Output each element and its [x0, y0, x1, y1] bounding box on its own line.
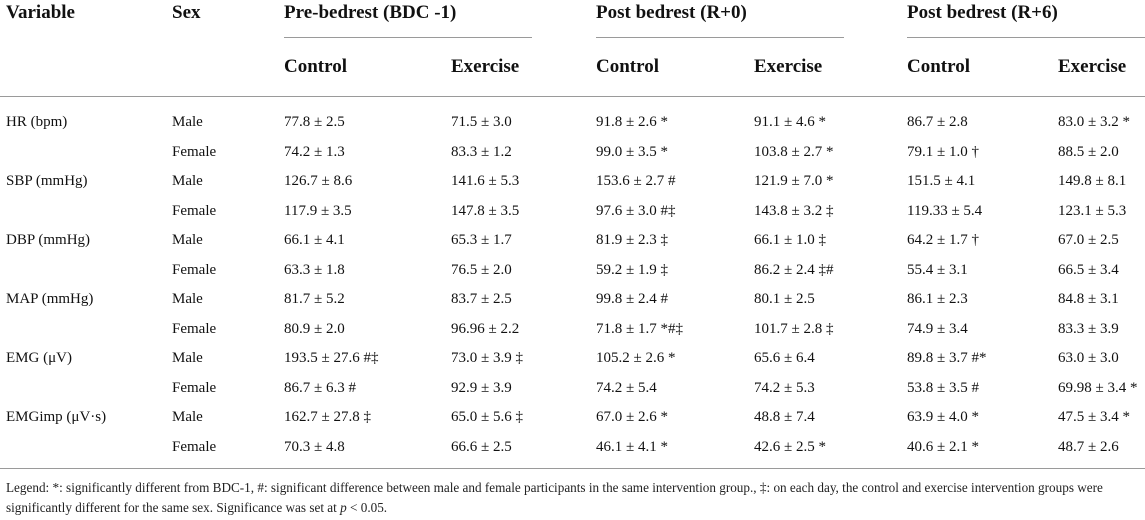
value-cell: 65.6 ± 6.4 — [754, 350, 815, 366]
value-cell: 74.2 ± 1.3 — [284, 144, 345, 160]
legend-threshold: < 0.05. — [346, 500, 388, 515]
variable-label: DBP (mmHg) — [6, 232, 91, 248]
value-cell: 89.8 ± 3.7 #* — [907, 350, 987, 366]
value-cell: 117.9 ± 3.5 — [284, 203, 352, 219]
value-cell: 48.7 ± 2.6 — [1058, 439, 1119, 455]
sex-label: Male — [172, 173, 203, 189]
value-cell: 92.9 ± 3.9 — [451, 380, 512, 396]
value-cell: 162.7 ± 27.8 ‡ — [284, 409, 371, 425]
value-cell: 123.1 ± 5.3 — [1058, 203, 1127, 219]
value-cell: 67.0 ± 2.5 — [1058, 232, 1119, 248]
value-cell: 63.9 ± 4.0 * — [907, 409, 979, 425]
value-cell: 63.0 ± 3.0 — [1058, 350, 1119, 366]
value-cell: 74.2 ± 5.4 — [596, 380, 657, 396]
subheader-pre-control: Control — [284, 56, 347, 77]
variable-label: HR (bpm) — [6, 114, 68, 130]
sex-label: Female — [172, 439, 217, 455]
value-cell: 76.5 ± 2.0 — [451, 262, 512, 278]
legend-text: Legend: *: significantly different from BDC-1, #: significant difference between male and female participants in the same intervention group., ‡: on each day, the control and exercise intervention groups were significantly different for the same sex. Significance was set at — [6, 480, 1103, 515]
value-cell: 65.3 ± 1.7 — [451, 232, 512, 248]
header-variable: Variable — [6, 2, 75, 23]
sex-label: Female — [172, 321, 217, 337]
value-cell: 143.8 ± 3.2 ‡ — [754, 203, 834, 219]
sex-label: Male — [172, 114, 203, 130]
value-cell: 80.9 ± 2.0 — [284, 321, 345, 337]
value-cell: 53.8 ± 3.5 # — [907, 380, 979, 396]
value-cell: 86.1 ± 2.3 — [907, 291, 968, 307]
value-cell: 81.7 ± 5.2 — [284, 291, 345, 307]
value-cell: 96.96 ± 2.2 — [451, 321, 520, 337]
value-cell: 86.7 ± 6.3 # — [284, 380, 356, 396]
value-cell: 59.2 ± 1.9 ‡ — [596, 262, 668, 278]
value-cell: 40.6 ± 2.1 * — [907, 439, 979, 455]
value-cell: 71.5 ± 3.0 — [451, 114, 512, 130]
value-cell: 151.5 ± 4.1 — [907, 173, 976, 189]
value-cell: 99.0 ± 3.5 * — [596, 144, 668, 160]
variable-label: SBP (mmHg) — [6, 173, 88, 189]
header-bottom-rule — [0, 96, 1145, 97]
value-cell: 55.4 ± 3.1 — [907, 262, 968, 278]
value-cell: 74.9 ± 3.4 — [907, 321, 968, 337]
value-cell: 105.2 ± 2.6 * — [596, 350, 676, 366]
value-cell: 79.1 ± 1.0 † — [907, 144, 979, 160]
group-rule-pre — [284, 37, 532, 38]
value-cell: 65.0 ± 5.6 ‡ — [451, 409, 523, 425]
value-cell: 99.8 ± 2.4 # — [596, 291, 668, 307]
value-cell: 101.7 ± 2.8 ‡ — [754, 321, 834, 337]
value-cell: 83.3 ± 1.2 — [451, 144, 512, 160]
value-cell: 71.8 ± 1.7 *#‡ — [596, 321, 683, 337]
value-cell: 77.8 ± 2.5 — [284, 114, 345, 130]
value-cell: 70.3 ± 4.8 — [284, 439, 345, 455]
value-cell: 119.33 ± 5.4 — [907, 203, 983, 219]
sex-label: Female — [172, 262, 217, 278]
sex-label: Male — [172, 291, 203, 307]
value-cell: 67.0 ± 2.6 * — [596, 409, 668, 425]
value-cell: 147.8 ± 3.5 — [451, 203, 520, 219]
sex-label: Male — [172, 350, 203, 366]
group-rule-post0 — [596, 37, 844, 38]
value-cell: 73.0 ± 3.9 ‡ — [451, 350, 523, 366]
header-sex: Sex — [172, 2, 201, 23]
value-cell: 126.7 ± 8.6 — [284, 173, 353, 189]
subheader-pre-exercise: Exercise — [451, 56, 520, 77]
subheader-post6-exercise: Exercise — [1058, 56, 1127, 77]
value-cell: 84.8 ± 3.1 — [1058, 291, 1119, 307]
value-cell: 63.3 ± 1.8 — [284, 262, 345, 278]
value-cell: 66.1 ± 4.1 — [284, 232, 345, 248]
value-cell: 103.8 ± 2.7 * — [754, 144, 834, 160]
value-cell: 121.9 ± 7.0 * — [754, 173, 834, 189]
value-cell: 66.5 ± 3.4 — [1058, 262, 1119, 278]
variable-label: MAP (mmHg) — [6, 291, 94, 307]
value-cell: 83.3 ± 3.9 — [1058, 321, 1119, 337]
value-cell: 83.0 ± 3.2 * — [1058, 114, 1130, 130]
sex-label: Male — [172, 409, 203, 425]
subheader-post0-exercise: Exercise — [754, 56, 823, 77]
variable-label: EMG (μV) — [6, 350, 72, 366]
value-cell: 91.8 ± 2.6 * — [596, 114, 668, 130]
value-cell: 86.7 ± 2.8 — [907, 114, 968, 130]
value-cell: 149.8 ± 8.1 — [1058, 173, 1127, 189]
subheader-post0-control: Control — [596, 56, 659, 77]
value-cell: 86.2 ± 2.4 ‡# — [754, 262, 834, 278]
value-cell: 141.6 ± 5.3 — [451, 173, 520, 189]
value-cell: 83.7 ± 2.5 — [451, 291, 512, 307]
sex-label: Male — [172, 232, 203, 248]
value-cell: 88.5 ± 2.0 — [1058, 144, 1119, 160]
value-cell: 42.6 ± 2.5 * — [754, 439, 826, 455]
value-cell: 64.2 ± 1.7 † — [907, 232, 979, 248]
table-bottom-rule — [0, 468, 1145, 469]
variable-label: EMGimp (μV·s) — [6, 409, 107, 425]
header-post-bedrest-r6: Post bedrest (R+6) — [907, 2, 1058, 23]
header-post-bedrest-r0: Post bedrest (R+0) — [596, 2, 747, 23]
value-cell: 46.1 ± 4.1 * — [596, 439, 668, 455]
subheader-post6-control: Control — [907, 56, 970, 77]
sex-label: Female — [172, 203, 217, 219]
value-cell: 66.6 ± 2.5 — [451, 439, 512, 455]
value-cell: 81.9 ± 2.3 ‡ — [596, 232, 668, 248]
group-rule-post6 — [907, 37, 1145, 38]
value-cell: 153.6 ± 2.7 # — [596, 173, 676, 189]
value-cell: 47.5 ± 3.4 * — [1058, 409, 1130, 425]
value-cell: 74.2 ± 5.3 — [754, 380, 815, 396]
sex-label: Female — [172, 380, 217, 396]
table-legend — [6, 478, 1141, 518]
value-cell: 97.6 ± 3.0 #‡ — [596, 203, 676, 219]
sex-label: Female — [172, 144, 217, 160]
value-cell: 66.1 ± 1.0 ‡ — [754, 232, 826, 248]
value-cell: 69.98 ± 3.4 * — [1058, 380, 1138, 396]
legend-p-symbol: p — [340, 500, 347, 515]
value-cell: 48.8 ± 7.4 — [754, 409, 815, 425]
value-cell: 80.1 ± 2.5 — [754, 291, 815, 307]
value-cell: 91.1 ± 4.6 * — [754, 114, 826, 130]
header-pre-bedrest: Pre-bedrest (BDC -1) — [284, 2, 457, 23]
value-cell: 193.5 ± 27.6 #‡ — [284, 350, 379, 366]
